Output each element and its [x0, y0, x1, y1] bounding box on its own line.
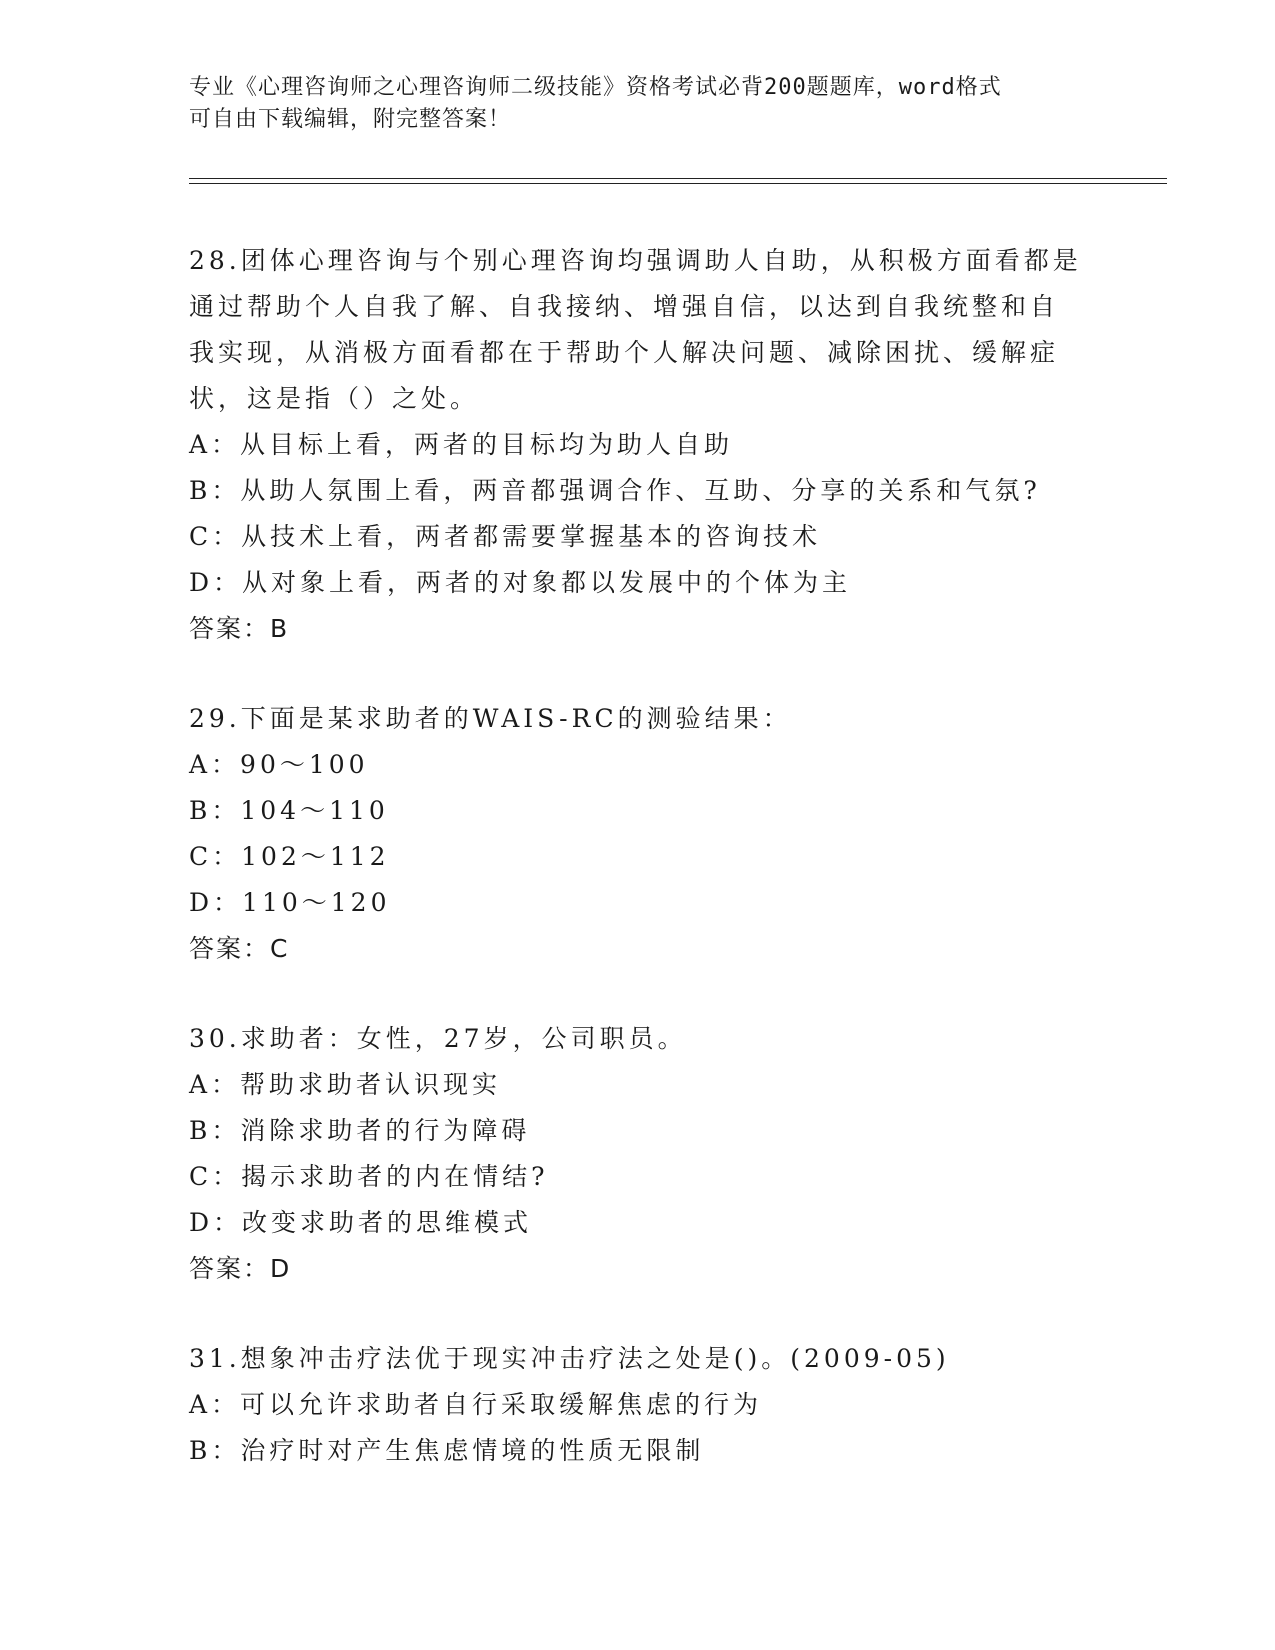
header-line: 可自由下载编辑，附完整答案！: [189, 107, 512, 132]
option-d: D：改变求助者的思维模式: [189, 1208, 533, 1237]
header-divider-top: [189, 178, 1167, 179]
option-d: D：110～120: [189, 888, 391, 917]
question-text: 通过帮助个人自我了解、自我接纳、增强自信，以达到自我统整和自: [189, 292, 1060, 321]
option-c: C：揭示求助者的内在情结?: [189, 1162, 549, 1191]
option-b: B：治疗时对产生焦虑情境的性质无限制: [189, 1436, 705, 1465]
option-b: B：从助人氛围上看，两音都强调合作、互助、分享的关系和气氛?: [189, 476, 1041, 505]
document-header: [189, 72, 1089, 136]
option-a: A：从目标上看，两者的目标均为助人自助: [189, 430, 734, 459]
option-a: A：90～100: [189, 750, 369, 779]
question-text: 31.想象冲击疗法优于现实冲击疗法之处是()。(2009-05): [189, 1344, 950, 1373]
option-d: D：从对象上看，两者的对象都以发展中的个体为主: [189, 568, 852, 597]
option-c: C：102～112: [189, 842, 390, 871]
option-a: A：可以允许求助者自行采取缓解焦虑的行为: [189, 1390, 763, 1419]
question-text: 29.下面是某求助者的WAIS-RC的测验结果：: [189, 704, 792, 733]
option-a: A：帮助求助者认识现实: [189, 1070, 502, 1099]
question-29: [189, 696, 1149, 972]
question-text: 状，这是指（）之处。: [189, 384, 480, 413]
question-31: [189, 1336, 1149, 1474]
question-30: [189, 1016, 1149, 1292]
header-line: 专业《心理咨询师之心理咨询师二级技能》资格考试必背200题题库，word格式: [189, 75, 1002, 100]
header-divider-bottom: [189, 183, 1167, 184]
answer-label: 答案：C: [189, 934, 290, 963]
question-28: [189, 238, 1149, 652]
option-b: B：消除求助者的行为障碍: [189, 1116, 531, 1145]
question-text: 28.团体心理咨询与个别心理咨询均强调助人自助，从积极方面看都是: [189, 246, 1082, 275]
question-list: [189, 238, 1149, 1518]
answer-label: 答案：B: [189, 614, 290, 643]
question-text: 我实现，从消极方面看都在于帮助个人解决问题、减除困扰、缓解症: [189, 338, 1060, 367]
option-c: C：从技术上看，两者都需要掌握基本的咨询技术: [189, 522, 822, 551]
question-text: 30.求助者：女性，27岁，公司职员。: [189, 1024, 687, 1053]
answer-label: 答案：D: [189, 1254, 292, 1283]
option-b: B：104～110: [189, 796, 389, 825]
